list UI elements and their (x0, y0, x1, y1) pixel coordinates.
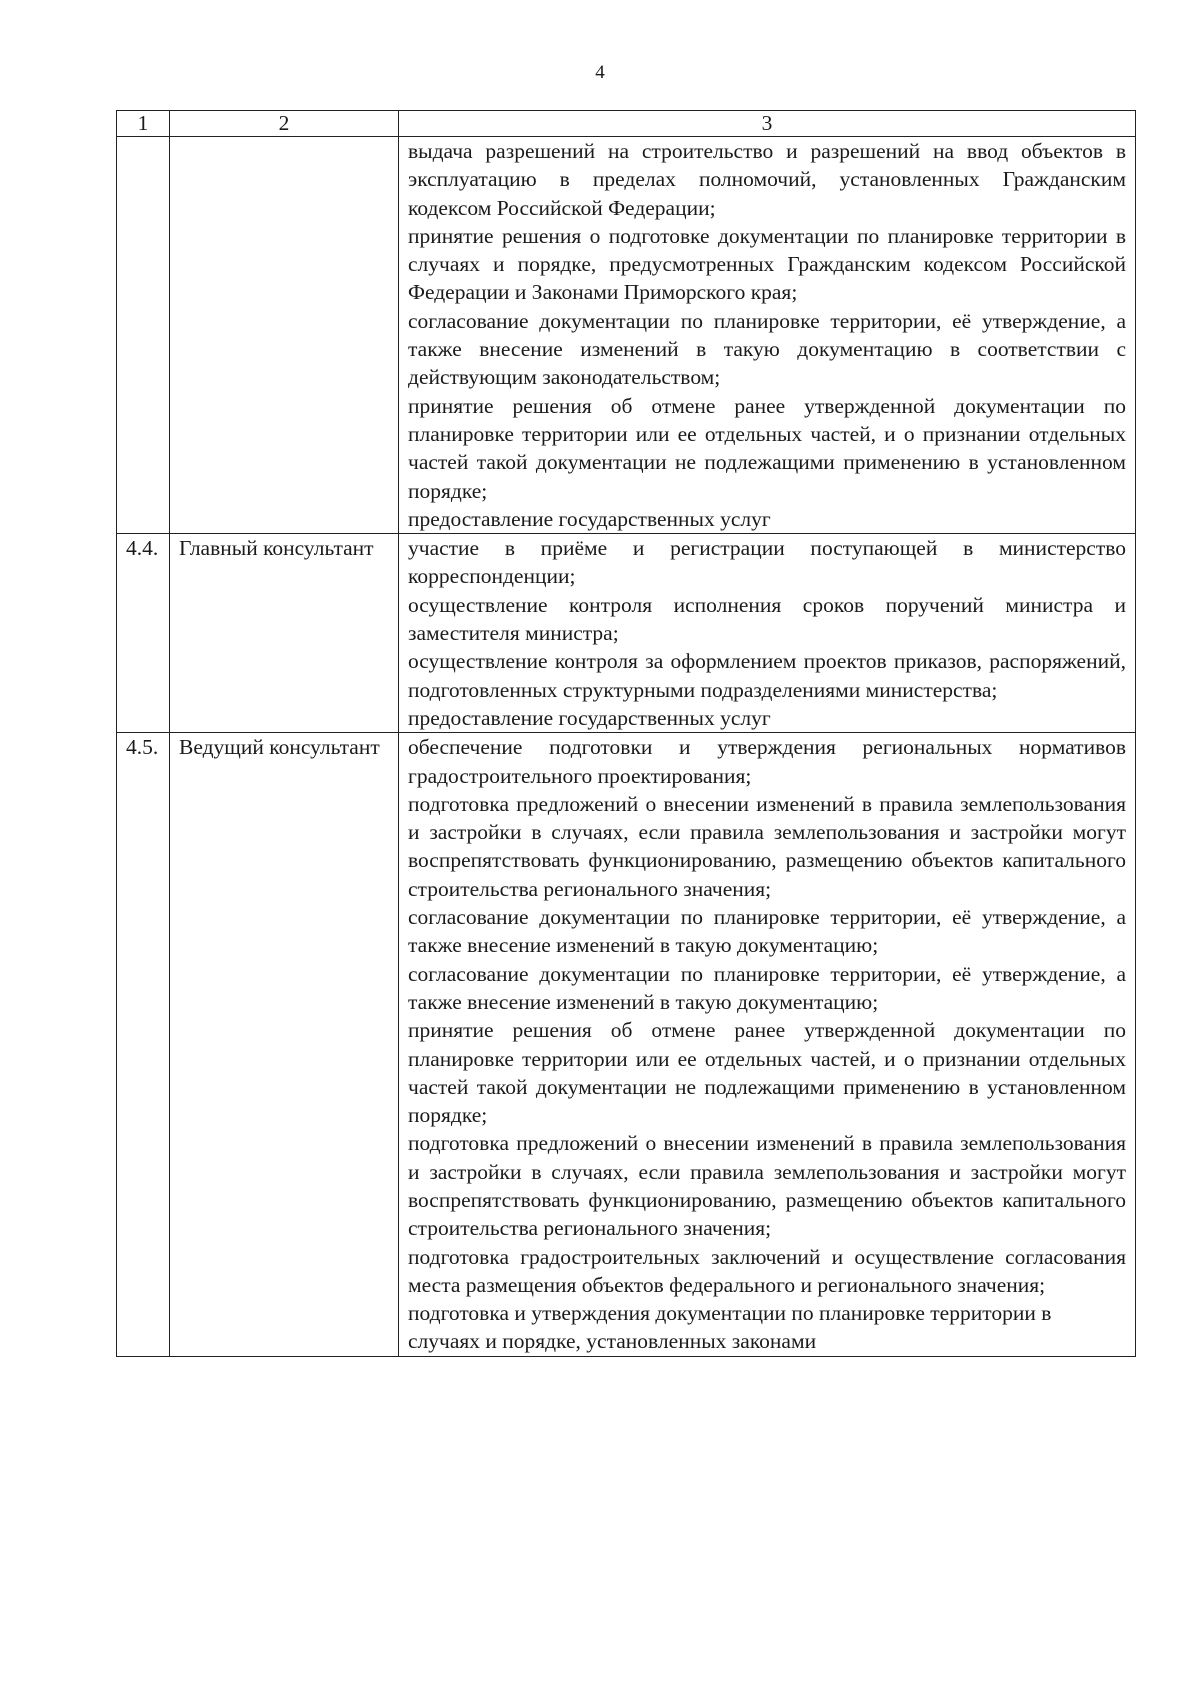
column-header-position: 2 (170, 111, 399, 137)
duty-item: осуществление контроля за оформлением проектов приказов, распоряжений, подготовленных структурными подразделениями министерства; (408, 649, 1126, 702)
row-position (170, 137, 399, 534)
table-row (117, 733, 1136, 1357)
duty-item: согласование документации по планировке территории, её утверждение, а также внесение изменений в такую документацию; (408, 905, 1126, 958)
duty-item: осуществление контроля исполнения сроков поручений министра и заместителя министра; (408, 592, 1126, 646)
duty-item: принятие решения об отмене ранее утвержденной документации по планировке территории или ее отдельных частей, и о признании отдельных частей такой документации не подлежащими применению в установленном порядке; (408, 1018, 1126, 1128)
table-row (117, 137, 1136, 534)
row-position: Главный консультант (170, 534, 399, 733)
column-header-number: 1 (117, 111, 170, 137)
duty-item: обеспечение подготовки и утверждения региональных нормативов градостроительного проектирования; (408, 735, 1126, 788)
duty-item: принятие решения о подготовке документации по планировке территории в случаях и порядке, предусмотренных Гражданским кодексом Российской Федерации и Законами Приморского края; (408, 223, 1126, 305)
table-header-row (117, 111, 1136, 137)
duty-item: согласование документации по планировке территории, её утверждение, а также внесение изменений в такую документацию; (408, 961, 1126, 1014)
row-number: 4.5. (117, 733, 170, 1357)
duty-item: подготовка предложений о внесении изменений в правила землепользования и застройки в случаях, если правила землепользования и застройки могут воспрепятствовать функционированию, размещению объектов капитального строительства регионального значения; (408, 1131, 1126, 1241)
duty-item: подготовка и утверждения документации по планировке территории в случаях и порядке, установленных законами (408, 1301, 1052, 1354)
duty-item: выдача разрешений на строительство и разрешений на ввод объектов в эксплуатацию в пределах полномочий, установленных Гражданским кодексом Российской Федерации; (408, 139, 1126, 220)
duties-table (116, 110, 1136, 1357)
column-header-duties: 3 (399, 111, 1136, 137)
row-position: Ведущий консультант (170, 733, 399, 1357)
duty-item: предоставление государственных услуг (408, 506, 771, 531)
duty-item: согласование документации по планировке территории, её утверждение, а также внесение изменений в такую документацию в соответствии с действующим законодательством; (408, 308, 1126, 390)
row-duties (399, 534, 1136, 733)
duty-item: подготовка предложений о внесении изменений в правила землепользования и застройки в случаях, если правила землепользования и застройки могут воспрепятствовать функционированию, размещению объектов капитального строительства регионального значения; (408, 791, 1126, 901)
duty-item: подготовка градостроительных заключений и осуществление согласования места размещения объектов федерального и регионального значения; (408, 1244, 1126, 1297)
table-row (117, 534, 1136, 733)
page-number: 4 (595, 62, 605, 83)
row-duties (399, 137, 1136, 534)
duty-item: принятие решения об отмене ранее утвержденной документации по планировке территории или ее отдельных частей, и о признании отдельных частей такой документации не подлежащими применению в установленном порядке; (408, 393, 1126, 503)
row-number (117, 137, 170, 534)
row-duties (399, 733, 1136, 1357)
duty-item: участие в приёме и регистрации поступающей в министерство корреспонденции; (408, 536, 1126, 589)
row-number: 4.4. (117, 534, 170, 733)
duty-item: предоставление государственных услуг (408, 705, 771, 730)
